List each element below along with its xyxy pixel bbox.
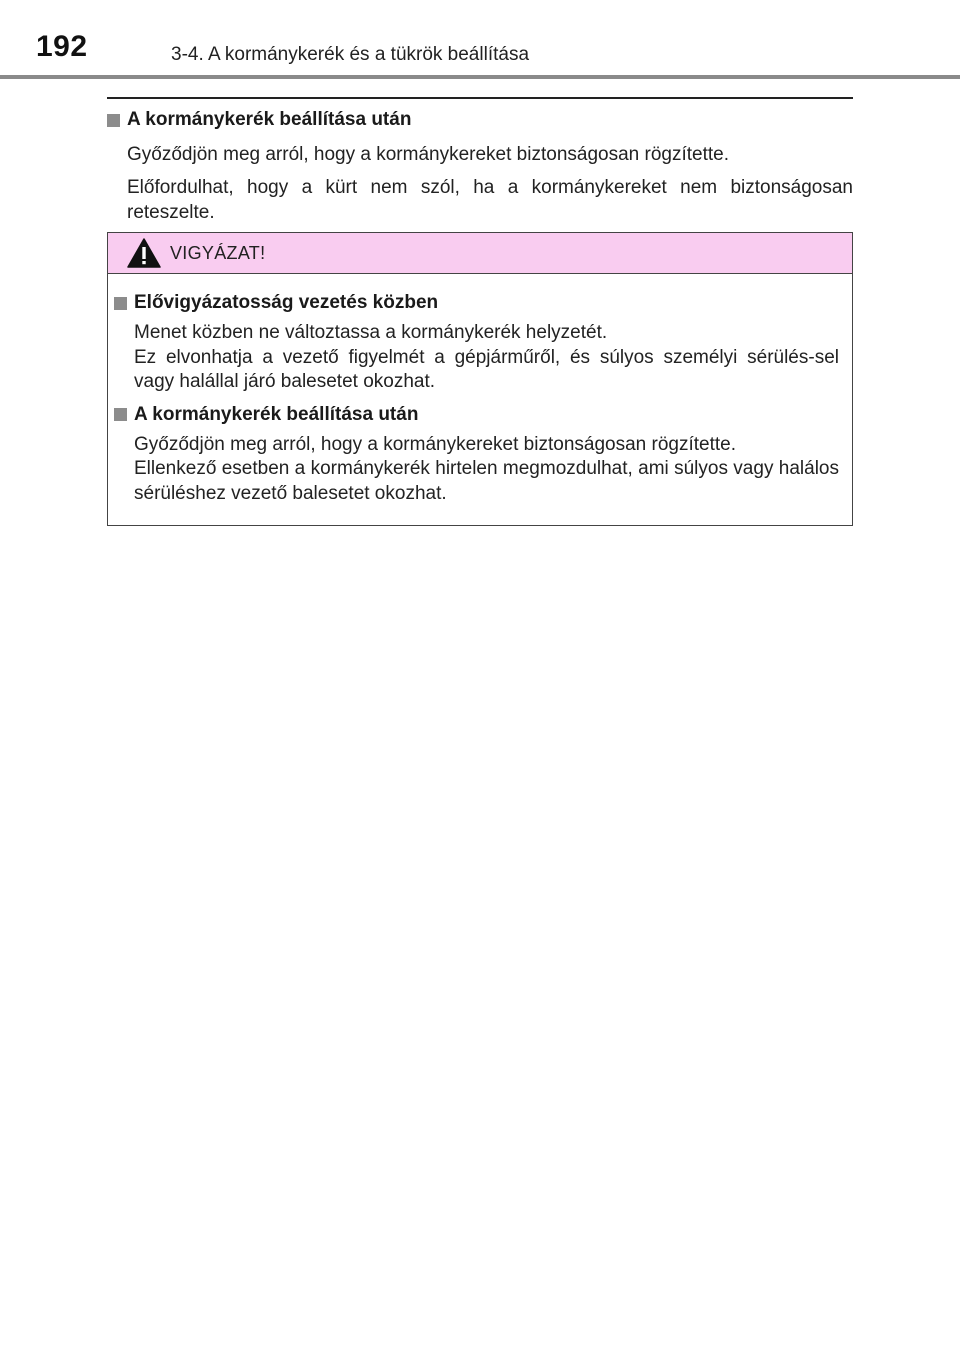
chapter-title: 3-4. A kormánykerék és a tükrök beállítása — [171, 44, 530, 65]
warning-header — [108, 233, 852, 274]
warning-item-heading-text: A kormánykerék beállítása után — [134, 403, 419, 425]
warning-label: VIGYÁZAT! — [170, 242, 266, 263]
section-heading-text: A kormánykerék beállítása után — [127, 109, 412, 130]
warning-item-heading-text: Elővigyázatosság vezetés közben — [134, 292, 439, 313]
warning-item-text — [114, 321, 839, 395]
warning-item-heading — [114, 403, 839, 427]
square-bullet-icon — [107, 114, 120, 127]
header-divider — [0, 75, 960, 79]
warning-item-line: Győződjön meg arról, hogy a kormánykereket biztonságosan rögzítette. — [134, 433, 736, 455]
warning-triangle-icon — [127, 238, 161, 268]
square-bullet-icon — [114, 408, 127, 421]
info-section — [107, 108, 853, 225]
section-paragraph: Előfordulhat, hogy a kürt nem szól, ha a kormánykereket nem biztonságosan reteszelte. — [127, 177, 853, 223]
page-number: 192 — [36, 30, 88, 63]
warning-body — [108, 274, 852, 506]
section-heading — [107, 108, 853, 132]
section-paragraph: Győződjön meg arról, hogy a kormánykereket biztonságosan rögzítette. — [127, 144, 729, 165]
warning-item-line: Menet közben ne változtassa a kormánykerék helyzetét. — [134, 322, 608, 343]
warning-item-text — [114, 433, 839, 507]
section-divider — [107, 97, 853, 99]
square-bullet-icon — [114, 297, 127, 310]
warning-item-heading — [114, 291, 839, 315]
warning-item-line: Ez elvonhatja a vezető figyelmét a gépjárműről, és súlyos személyi sérülés-sel vagy halállal járó balesetet okozhat. — [134, 346, 839, 392]
warning-item-line: Ellenkező esetben a kormánykerék hirtelen megmozdulhat, ami súlyos vagy halálos sérüléshez vezető balesetet okozhat. — [134, 458, 839, 504]
warning-box — [107, 232, 853, 526]
